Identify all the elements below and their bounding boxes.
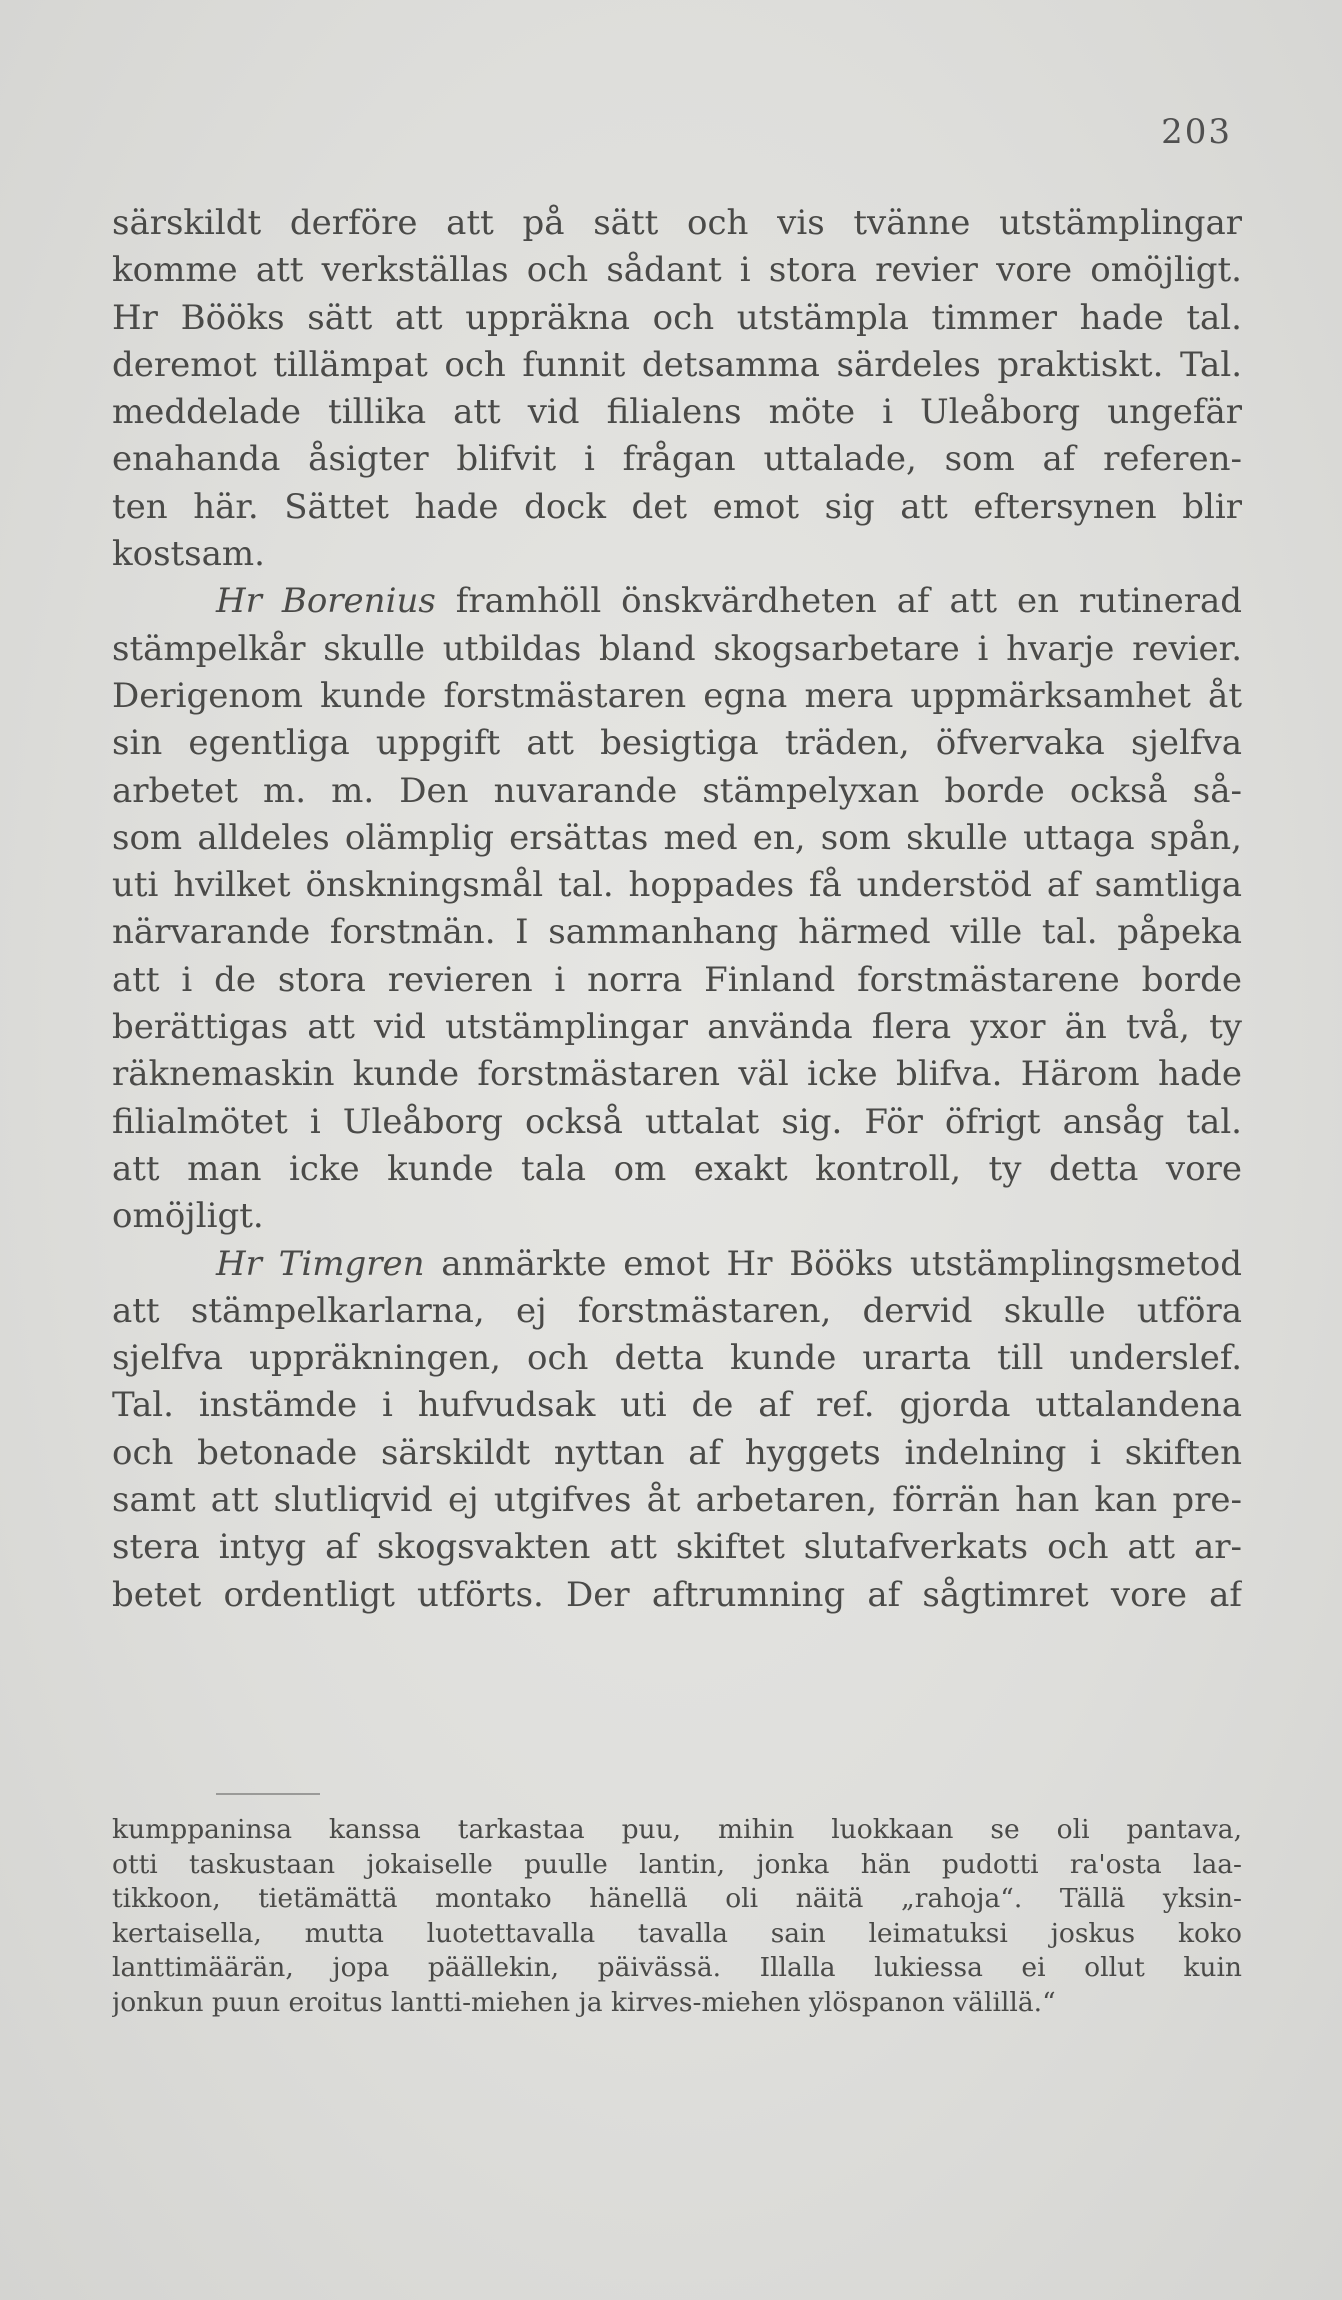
text-line: stämpelkår skulle utbildas bland skogsarbetare i hvarje revier. (112, 628, 1242, 669)
text-line: Hr Bööks sätt att uppräkna och utstämpla timmer hade tal. (112, 297, 1242, 338)
footnote-divider (216, 1793, 320, 1795)
body-text (112, 200, 1242, 1619)
footnote (112, 1813, 1242, 2021)
text-line: samt att slutliqvid ej utgifves åt arbetaren, förrän han kan pre- (112, 1480, 1242, 1521)
text-line: filialmötet i Uleåborg också uttalat sig. För öfrigt ansåg tal. (112, 1101, 1242, 1142)
footnote-line: lanttimäärän, jopa päällekin, päivässä. Illalla lukiessa ei ollut kuin (112, 1952, 1242, 1984)
text-line: att stämpelkarlarna, ej forstmästaren, dervid skulle utföra (112, 1290, 1242, 1331)
text-line: ten här. Sättet hade dock det emot sig att eftersynen blir (112, 486, 1242, 527)
text-line: räknemaskin kunde forstmästaren väl icke blifva. Härom hade (112, 1054, 1242, 1095)
text-run: anmärkte emot Hr Bööks utstämplingsmetod (441, 1243, 1242, 1284)
text-line: meddelade tillika att vid filialens möte i Uleåborg ungefär (112, 392, 1242, 433)
text-line: berättigas att vid utstämplingar använda flera yxor än två, ty (112, 1007, 1242, 1048)
text-line: kostsam. (112, 534, 265, 575)
page-number: 203 (1161, 112, 1232, 152)
paragraph-first-line (112, 1241, 1242, 1288)
text-line: arbetet m. m. Den nuvarande stämpelyxan borde också så- (112, 770, 1242, 811)
text-line: komme att verkställas och sådant i stora revier vore omöjligt. (112, 250, 1242, 291)
footnote-line: kumppaninsa kanssa tarkastaa puu, mihin luokkaan se oli pantava, (112, 1814, 1242, 1845)
text-line: att man icke kunde tala om exakt kontroll, ty detta vore (112, 1148, 1242, 1189)
text-line: Derigenom kunde forstmästaren egna mera uppmärksamhet åt (112, 675, 1242, 716)
speaker-name: Hr Timgren (216, 1243, 425, 1284)
footnote-line: tikkoon, tietämättä montako hänellä oli näitä „rahoja“. Tällä yksin- (112, 1883, 1242, 1915)
paragraph-first-line (112, 578, 1242, 625)
speaker-name: Hr Borenius (216, 581, 436, 622)
text-run: framhöll önskvärdheten af att en rutinerad (455, 581, 1242, 622)
text-line: enahanda åsigter blifvit i frågan uttalade, som af referen- (112, 439, 1242, 480)
text-line: och betonade särskildt nyttan af hyggets indelning i skiften (112, 1432, 1242, 1473)
footnote-line: kertaisella, mutta luotettavalla tavalla sain leimatuksi joskus koko (112, 1917, 1242, 1949)
paragraph-2 (112, 578, 1242, 1240)
text-line: stera intyg af skogsvakten att skiftet slutafverkats och att ar- (112, 1527, 1242, 1568)
text-line: omöjligt. (112, 1196, 264, 1237)
text-line: betet ordentligt utförts. Der aftrumning af sågtimret vore af (112, 1574, 1242, 1615)
text-line: Tal. instämde i hufvudsak uti de af ref. gjorda uttalandena (112, 1385, 1242, 1426)
footnote-line: jonkun puun eroitus lantti-miehen ja kirves-miehen ylöspanon välillä.“ (112, 1986, 1056, 2018)
paragraph-1 (112, 200, 1242, 578)
text-line: sjelfva uppräkningen, och detta kunde urarta till underslef. (112, 1338, 1242, 1379)
text-line: särskildt derföre att på sätt och vis tvänne utstämplingar (112, 203, 1242, 243)
text-line: deremot tillämpat och funnit detsamma särdeles praktiskt. Tal. (112, 344, 1242, 385)
text-line: sin egentliga uppgift att besigtiga träden, öfvervaka sjelfva (112, 723, 1242, 764)
text-line: att i de stora revieren i norra Finland forstmästarene borde (112, 959, 1242, 1000)
text-line: som alldeles olämplig ersättas med en, som skulle uttaga spån, (112, 817, 1242, 858)
text-line: närvarande forstmän. I sammanhang härmed ville tal. påpeka (112, 912, 1242, 953)
footnote-line: otti taskustaan jokaiselle puulle lantin, jonka hän pudotti ra'osta laa- (112, 1848, 1242, 1880)
text-line: uti hvilket önskningsmål tal. hoppades få understöd af samtliga (112, 865, 1242, 906)
paragraph-3 (112, 1241, 1242, 1619)
